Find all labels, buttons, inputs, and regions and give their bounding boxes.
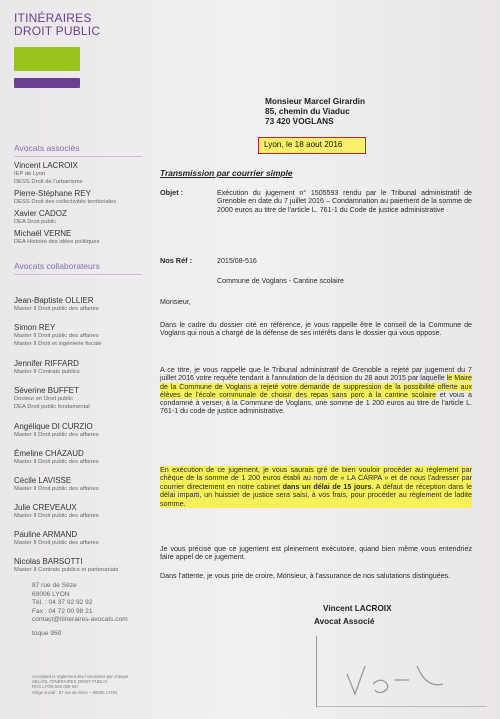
lawyer-entry <box>14 190 146 206</box>
lawyer-desc: DEA Droit public fondamental <box>14 404 90 410</box>
highlighted-text: le Maire de la Commune de Voglans a rejeté votre demande de suppression de la possibilité offerte aux élèves de l'école communale de choisir des repas sans porc à la cantine scolaire <box>160 374 473 399</box>
lawyer-name: Julie CREVEAUX <box>14 503 77 512</box>
lawyer-name: Séverine BUFFET <box>14 386 79 395</box>
paragraph-3-highlighted <box>160 466 472 508</box>
objet-text: Exécution du jugement n° 1505593 rendu par le Tribunal administratif de Grenoble en date du 7 juillet 2016 – Condamnation au paiement de la somme de 2000 euros au titre de l'article L. 761-1 du Code de justice administrative <box>217 189 472 214</box>
lawyer-name: Vincent LACROIX <box>14 161 78 170</box>
lawyer-entry <box>14 477 154 504</box>
recipient-city: 73 420 VOGLANS <box>265 116 334 126</box>
ref-value: 2015/08-516 <box>217 257 257 265</box>
signatory-name: Vincent LACROIX <box>323 604 392 613</box>
lawyer-desc: Master II Droit public des affaires <box>14 486 99 492</box>
associes-title: Avocats associés <box>14 143 80 153</box>
collab-list <box>14 297 154 578</box>
lawyer-name: Jean-Baptiste OLLIER <box>14 296 94 305</box>
firm-logo-text <box>14 12 100 38</box>
logo-purple-bar <box>14 78 80 88</box>
lawyer-desc: Master II Contrats publics <box>14 369 80 375</box>
firm-name-line2: DROIT PUBLIC <box>14 24 101 38</box>
letter-date: Lyon, le 18 aout 2016 <box>258 137 366 154</box>
lawyer-entry <box>14 297 154 324</box>
signature-area <box>316 636 487 707</box>
lawyer-entry <box>14 450 154 477</box>
lawyer-entry <box>14 230 146 246</box>
divider <box>14 156 142 157</box>
ref-label: Nos Réf : <box>160 256 193 265</box>
paragraph-2 <box>160 366 472 416</box>
lawyer-name: Nicolas BARSOTTI <box>14 557 83 566</box>
logo-green-bar <box>14 47 80 71</box>
deadline-text: dans un délai de 15 jours <box>282 481 372 491</box>
legal-line: RCS LYON 503 009 667 <box>32 684 79 690</box>
handwritten-signature <box>317 636 487 706</box>
firm-name-line1: ITINÉRAIRES <box>14 11 92 25</box>
lawyer-name: Émeline CHAZAUD <box>14 449 84 458</box>
lawyer-desc: DESS Droit de l'urbanisme <box>14 179 83 185</box>
lawyer-desc: Master II Droit public des affaires <box>14 540 99 546</box>
lawyer-desc: IEP de Lyon <box>14 171 46 177</box>
lawyer-name: Michaël VERNE <box>14 229 72 238</box>
paragraph-3-part-a: En exécution de ce jugement, je vous saurais gré de bien vouloir procéder au règlement par chèque de la somme de 1 200 euros établi au nom de « LA CARPA » et de nous l'adresser par courrier directement en notre cabinet <box>160 465 472 491</box>
lawyer-entry <box>14 504 154 531</box>
phone: Tél. : 04 37 92 92 92 <box>32 599 93 607</box>
lawyer-desc: Master II Droit public des affaires <box>14 513 99 519</box>
lawyer-name: Cécile LAVISSE <box>14 476 72 485</box>
lawyer-desc: Master II Droit public des affaires <box>14 459 99 465</box>
collab-title: Avocats collaborateurs <box>14 261 100 271</box>
lawyer-entry <box>14 360 154 387</box>
divider <box>14 274 142 275</box>
ref-subject: Commune de Voglans - Cantine scolaire <box>217 277 344 285</box>
paragraph-1: Dans le cadre du dossier cité en référence, je vous rappelle être le conseil de la Commune de Voglans qui nous a chargé de la défense de ses intérêts dans le dossier qui vous oppose. <box>160 321 472 338</box>
lawyer-name: Angélique DI CURZIO <box>14 422 93 431</box>
lawyer-desc: DEA Droit public <box>14 219 57 225</box>
lawyer-entry <box>14 531 154 558</box>
toque: toque 950 <box>32 629 62 637</box>
paragraph-2-part-c: et vous a condamné à verser, à la Commune de Voglans, une somme de 1 200 euros au titre de l'article L. 761-1 du code de justice administrative. <box>160 390 472 416</box>
lawyer-entry <box>14 387 154 423</box>
lawyer-name: Xavier CADOZ <box>14 209 67 218</box>
paragraph-2-part-a: A ce titre, je vous rappelle que le Tribunal administratif de Grenoble a rejeté par jugement du 7 juillet 2016 votre requête tendant à l'annulation de la décision du 28 aout 2015 par laquelle <box>160 366 472 383</box>
paragraph-4: Je vous précise que ce jugement est pleinement exécutoire, quand bien même vous entendriez faire appel de ce jugement. <box>160 545 472 562</box>
lawyer-name: Pauline ARMAND <box>14 530 78 539</box>
lawyer-desc: Master II Droit public des affaires <box>14 333 99 339</box>
lawyer-entry <box>14 423 154 450</box>
lawyer-desc: Master II Droit et ingénierie fiscale <box>14 341 102 347</box>
lawyer-name: Pierre-Stéphane REY <box>14 189 91 198</box>
address-line: 69006 LYON <box>32 590 70 598</box>
legal-line: Acceptant le règlement des honoraires par chèque <box>32 674 129 679</box>
associes-list <box>14 162 146 250</box>
lawyer-desc: Docteur en Droit public <box>14 396 73 402</box>
recipient-name: Monsieur Marcel Girardin <box>265 96 366 106</box>
lawyer-name: Simon REY <box>14 323 56 332</box>
lawyer-desc: Master II Contrats publics et partenariats <box>14 567 119 573</box>
legal-line: SELARL ITINÉRAIRES DROIT PUBLIC <box>32 679 108 685</box>
lawyer-entry <box>14 558 154 578</box>
legal-mentions <box>32 674 152 695</box>
email: contact@itineraires-avocats.com <box>32 616 128 624</box>
recipient-address <box>265 96 365 126</box>
paragraph-3-part-c: . A défaut de réception dans le délai imparti, un huissier de justice sera saisi, à vos frais, pour procéder au règlement de ladite somme. <box>160 481 472 508</box>
signatory-title: Avocat Associé <box>314 617 375 626</box>
paragraph-5: Dans l'attente, je vous prie de croire, Monsieur, à l'assurance de nos salutations distinguées. <box>160 572 451 580</box>
lawyer-desc: Master II Droit public des affaires <box>14 306 99 312</box>
firm-address <box>32 582 152 639</box>
lawyer-entry <box>14 162 146 186</box>
lawyer-desc: Master II Droit public des affaires <box>14 432 99 438</box>
lawyer-desc: DESS Droit des collectivités territoriales <box>14 199 117 205</box>
address-line: 87 rue de Sèze <box>32 582 77 589</box>
fax: Fax : 04 72 00 98 21 <box>32 607 93 615</box>
lawyer-entry <box>14 210 146 226</box>
salutation: Monsieur, <box>160 298 191 306</box>
recipient-street: 85, chemin du Viaduc <box>265 106 350 116</box>
lawyer-entry <box>14 324 154 360</box>
transmission-mode: Transmission par courrier simple <box>160 168 293 178</box>
objet-label: Objet : <box>160 188 184 197</box>
legal-line: Siège social : 87 rue de Sèze – 69006 LYON <box>32 689 118 695</box>
lawyer-name: Jennifer RIFFARD <box>14 359 79 368</box>
lawyer-desc: DEA Histoire des idées politiques <box>14 239 100 245</box>
